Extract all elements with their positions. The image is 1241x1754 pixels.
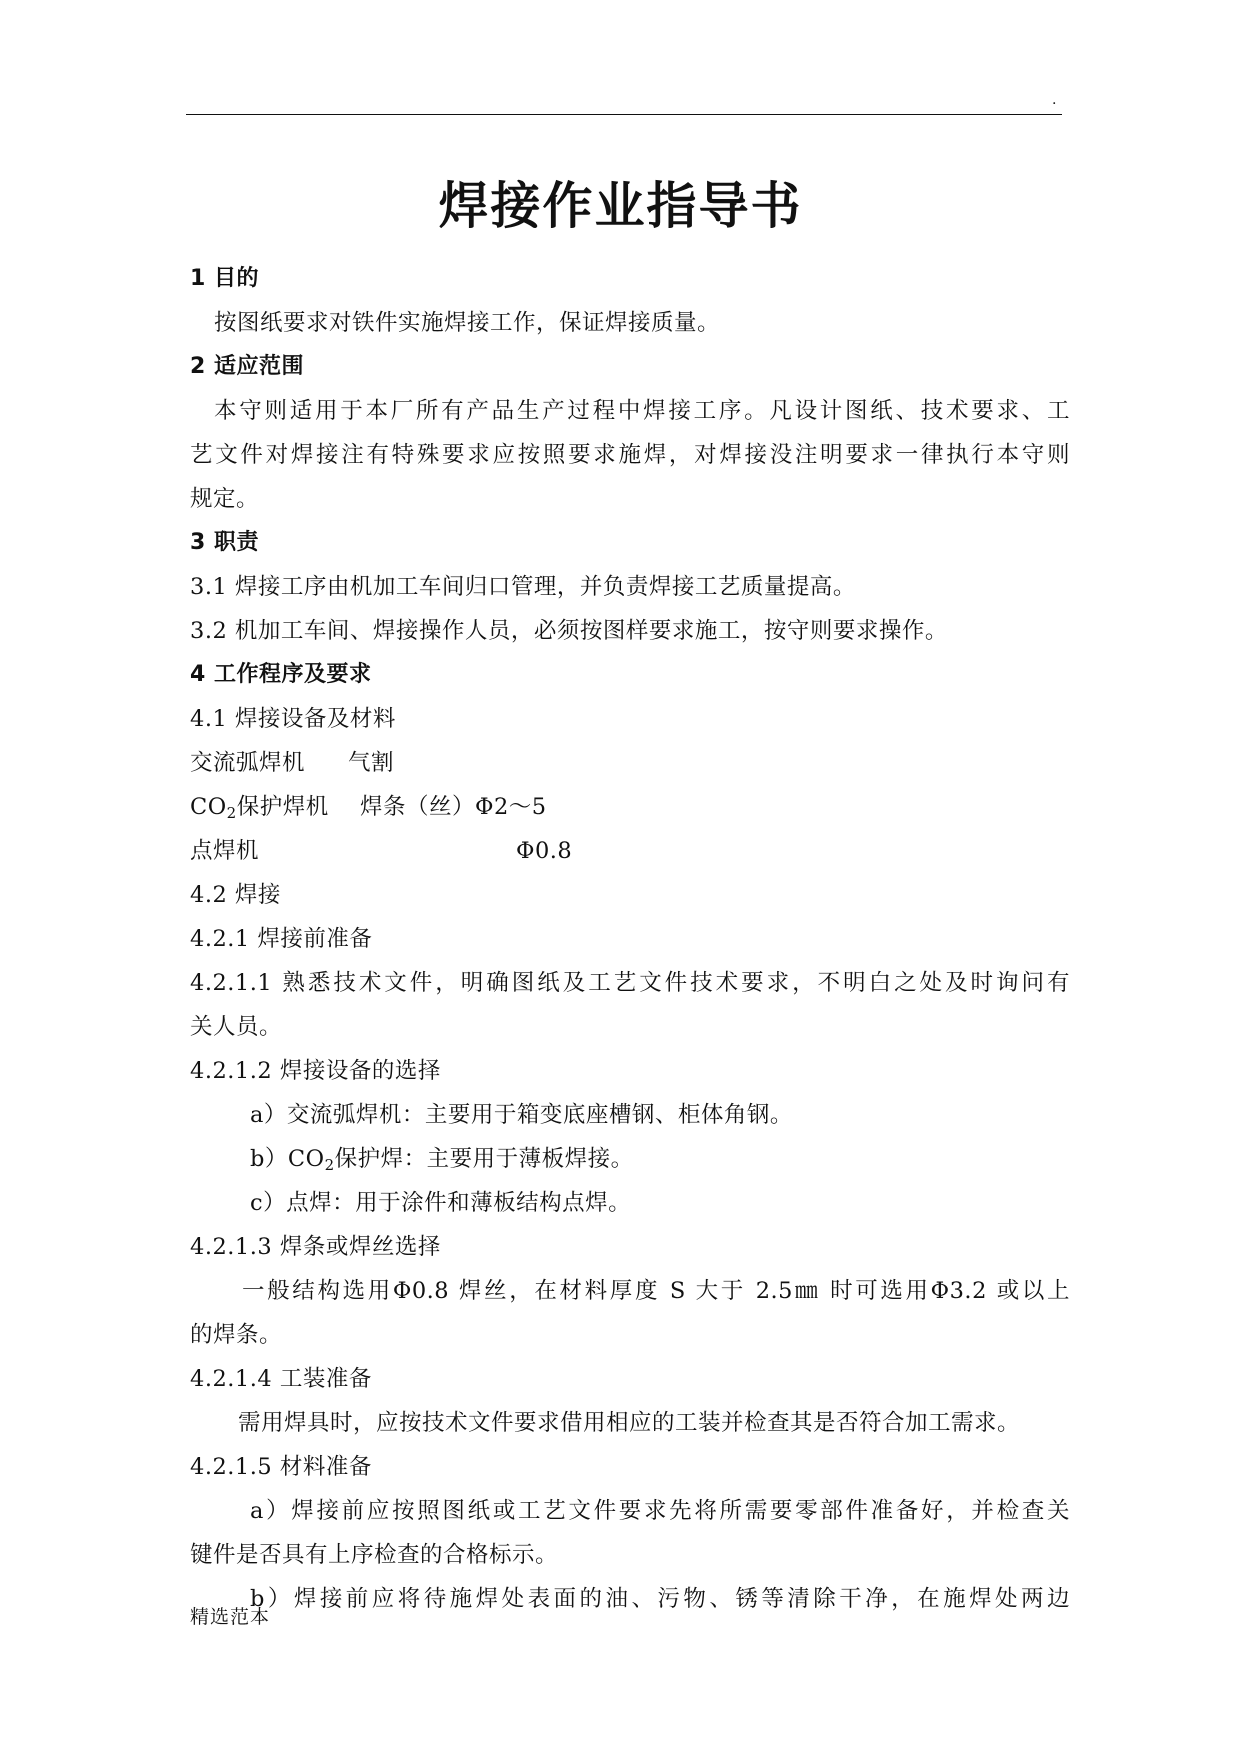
clause-line: 一般结构选用Φ0.8 焊丝，在材料厚度 S 大于 2.5㎜ 时可选用Φ3.2 或以上 xyxy=(242,1278,1070,1304)
document-title: 焊接作业指导书 xyxy=(438,177,803,235)
header-rule xyxy=(186,114,1062,115)
page-footer: 精选范本 xyxy=(190,1606,271,1628)
paragraph: 按图纸要求对铁件实施焊接工作，保证焊接质量。 xyxy=(214,310,721,336)
equipment-name: $CO_2$保护焊机 xyxy=(190,794,329,822)
list-item-line: a）焊接前应按照图纸或工艺文件要求先将所需要零部件准备好，并检查关 xyxy=(250,1498,1070,1524)
equipment-row xyxy=(190,785,1070,829)
paragraph-line: 规定。 xyxy=(190,486,260,512)
section-heading-scope: 2 适应范围 xyxy=(190,354,304,379)
list-item: c）点焊：用于涂件和薄板结构点焊。 xyxy=(250,1190,632,1216)
section-heading-purpose: 1 目的 xyxy=(190,266,259,291)
clause: 4.2 焊接 xyxy=(190,882,281,908)
list-item: $b)CO_2$保护焊：主要用于薄板焊接。 xyxy=(250,1146,634,1174)
equipment-material: 气割 xyxy=(348,750,395,776)
header-mark: . xyxy=(1052,92,1057,108)
paragraph-line: 艺文件对焊接注有特殊要求应按照要求施焊，对焊接没注明要求一律执行本守则 xyxy=(190,442,1070,468)
paragraph-line: 本守则适用于本厂所有产品生产过程中焊接工序。凡设计图纸、技术要求、工 xyxy=(214,398,1070,424)
document-body xyxy=(190,257,1070,1621)
clause: 4.1 焊接设备及材料 xyxy=(190,706,396,732)
section-heading-procedure: 4 工作程序及要求 xyxy=(190,662,372,687)
equipment-row xyxy=(190,741,1070,785)
paragraph: 需用焊具时，应按技术文件要求借用相应的工装并检查其是否符合加工需求。 xyxy=(238,1410,1021,1436)
equipment-name: 交流弧焊机 xyxy=(190,750,306,776)
clause-line: 关人员。 xyxy=(190,1014,283,1040)
equipment-name: 点焊机 xyxy=(190,838,260,864)
clause-line: 的焊条。 xyxy=(190,1322,283,1348)
list-item-line: b）焊接前应将待施焊处表面的油、污物、锈等清除干净，在施焊处两边 xyxy=(250,1586,1070,1612)
clause: 4.2.1.4 工装准备 xyxy=(190,1366,372,1392)
clause: 4.2.1.5 材料准备 xyxy=(190,1454,372,1480)
equipment-material: Φ0.8 xyxy=(516,838,573,864)
equipment-row xyxy=(190,829,1070,873)
list-item-line: 键件是否具有上序检查的合格标示。 xyxy=(190,1542,559,1568)
clause: 4.2.1 焊接前准备 xyxy=(190,926,373,952)
list-item: a）交流弧焊机：主要用于箱变底座槽钢、柜体角钢。 xyxy=(250,1102,793,1128)
clause: 4.2.1.3 焊条或焊丝选择 xyxy=(190,1234,441,1260)
equipment-material: 焊条（丝）Φ2～5 xyxy=(360,794,547,820)
section-heading-responsibility: 3 职责 xyxy=(190,530,259,555)
clause: 3.1 焊接工序由机加工车间归口管理，并负责焊接工艺质量提高。 xyxy=(190,574,856,600)
clause-line: 4.2.1.1 熟悉技术文件，明确图纸及工艺文件技术要求，不明白之处及时询问有 xyxy=(190,970,1070,996)
clause: 4.2.1.2 焊接设备的选择 xyxy=(190,1058,441,1084)
clause: 3.2 机加工车间、焊接操作人员，必须按图样要求施工，按守则要求操作。 xyxy=(190,618,948,644)
